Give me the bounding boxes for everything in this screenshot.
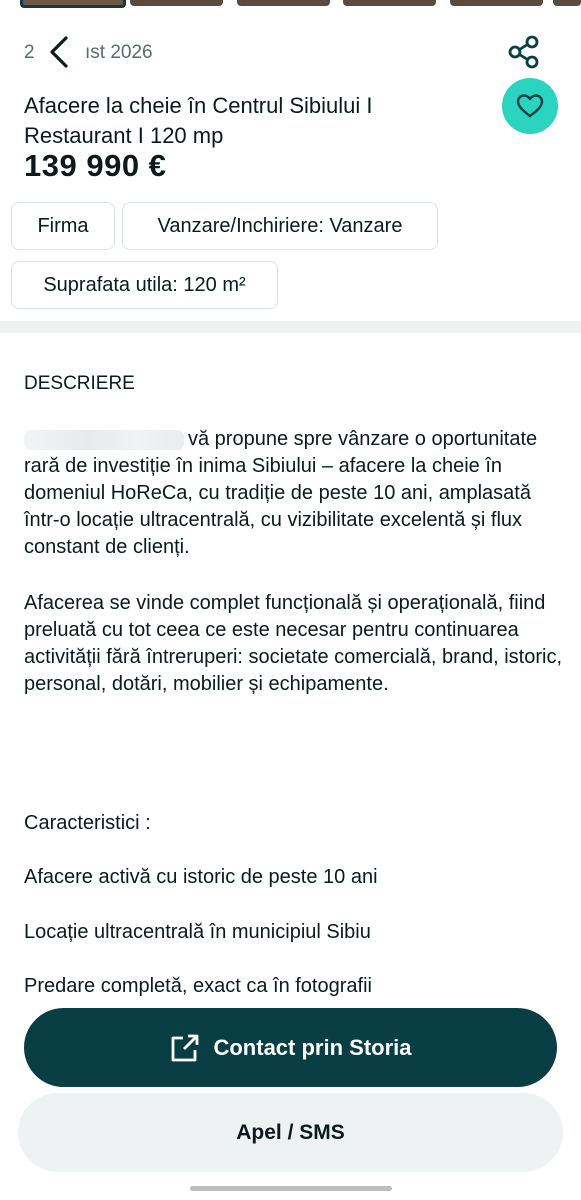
chip-seller-type: Firma bbox=[11, 202, 115, 250]
back-arrow-icon[interactable] bbox=[46, 34, 72, 70]
date-fragment: 2 bbox=[24, 42, 35, 63]
photo-thumbnail[interactable] bbox=[450, 0, 543, 6]
photo-thumbnail[interactable] bbox=[343, 0, 436, 6]
listing-title: Afacere la cheie în Centrul Sibiului I Restaurant I 120 mp bbox=[24, 93, 373, 148]
favorite-button[interactable] bbox=[502, 78, 558, 134]
chip-transaction-type: Vanzare/Inchiriere: Vanzare bbox=[122, 202, 438, 250]
feature-item: Locație ultracentrală în municipiul Sibiu bbox=[24, 921, 371, 943]
feature-item: Predare completă, exact ca în fotografii bbox=[24, 975, 372, 997]
date-fragment: ıst 2026 bbox=[85, 42, 153, 63]
feature-item: Afacere activă cu istoric de peste 10 ani bbox=[24, 866, 378, 888]
call-sms-button-label: Apel / SMS bbox=[236, 1120, 345, 1144]
contact-button-label: Contact prin Storia bbox=[213, 1034, 412, 1060]
description-heading: DESCRIERE bbox=[24, 373, 135, 394]
top-bar bbox=[0, 30, 581, 74]
features-heading: Caracteristici : bbox=[24, 812, 151, 834]
external-link-icon bbox=[169, 1032, 201, 1064]
description-paragraph bbox=[24, 426, 564, 561]
heart-icon bbox=[516, 93, 544, 119]
redacted-agency-name bbox=[24, 430, 184, 450]
section-divider bbox=[0, 321, 581, 333]
photo-thumbnail-selected[interactable] bbox=[20, 0, 126, 8]
photo-thumbnail[interactable] bbox=[130, 0, 223, 6]
photo-thumbnail-strip bbox=[0, 0, 581, 8]
description-paragraph-text: vă propune spre vânzare o oportunitate rară de investiție în inima Sibiului – afacere la cheie în domeniul HoReCa, cu tradiție de peste 10 ani, amplasată într-o locație ultracentrală, cu vizibilitate excelentă și flux constant de clienți. bbox=[24, 428, 538, 558]
home-indicator bbox=[190, 1186, 392, 1191]
chip-usable-area: Suprafata utila: 120 m² bbox=[11, 261, 278, 309]
share-icon[interactable] bbox=[506, 34, 542, 70]
listing-price: 139 990 € bbox=[24, 148, 167, 183]
call-sms-button[interactable] bbox=[18, 1093, 563, 1172]
description-paragraph: Afacerea se vinde complet funcțională și operațională, fiind preluată cu tot ceea ce este necesar pentru continuarea activității fără întreruperi: societate comercială, brand, istoric, personal, dotări, mobilier și echipamente. bbox=[24, 592, 562, 695]
photo-thumbnail[interactable] bbox=[553, 0, 581, 6]
contact-button[interactable] bbox=[24, 1008, 557, 1087]
photo-thumbnail[interactable] bbox=[237, 0, 330, 6]
